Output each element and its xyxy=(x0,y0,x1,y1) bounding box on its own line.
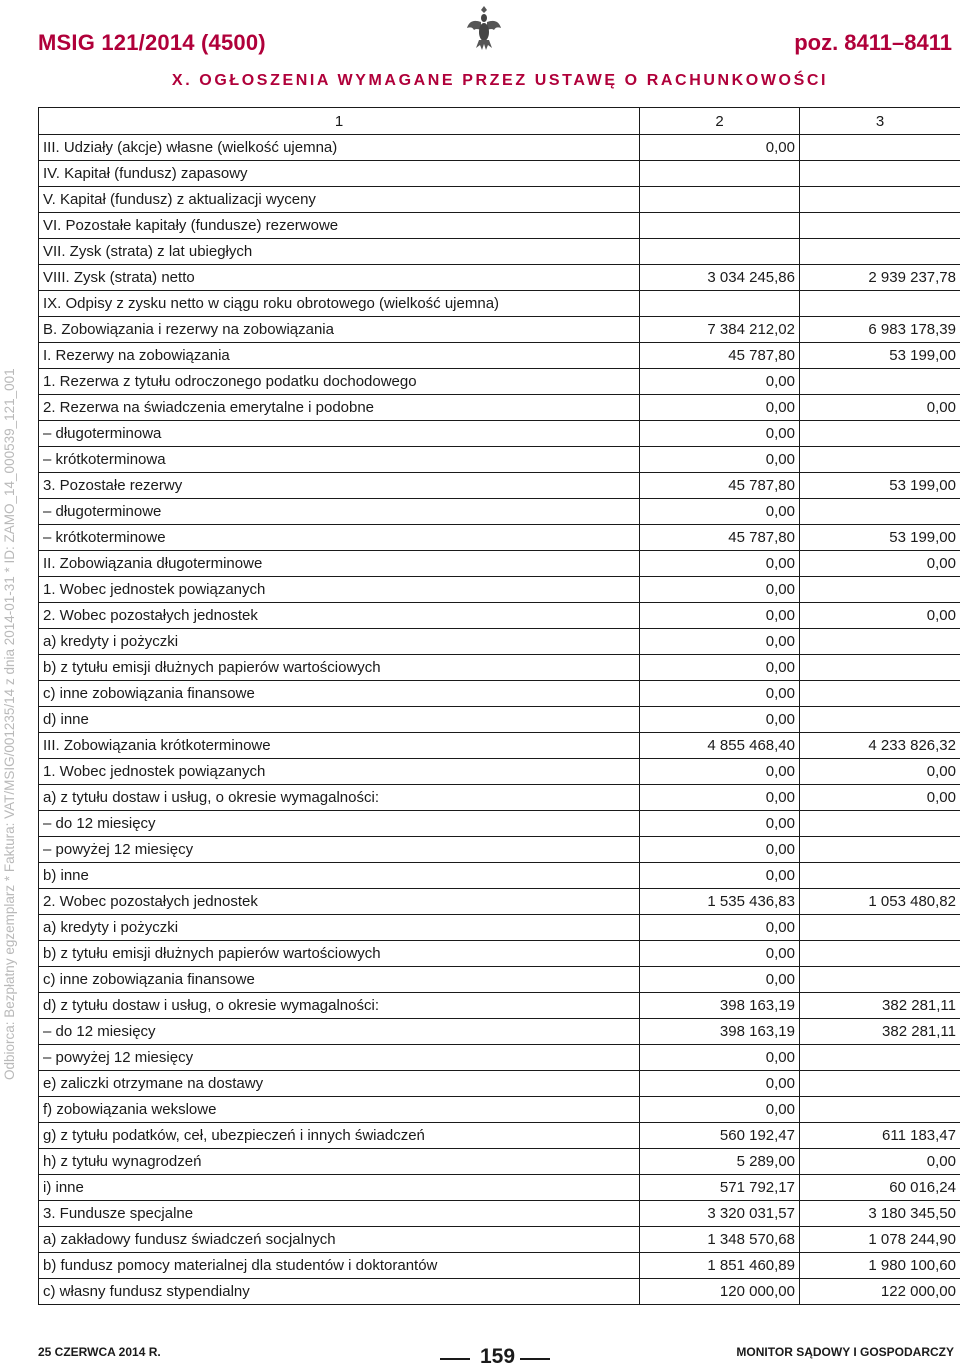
table-row xyxy=(39,863,960,889)
row-value-col2: 560 192,47 xyxy=(640,1123,800,1149)
row-label: 2. Wobec pozostałych jednostek xyxy=(39,889,640,915)
row-value-col3 xyxy=(800,1071,960,1097)
row-value-col2: 45 787,80 xyxy=(640,525,800,551)
footer-dash-left xyxy=(440,1358,470,1360)
row-value-col3 xyxy=(800,499,960,525)
row-value-col2: 45 787,80 xyxy=(640,473,800,499)
table-row xyxy=(39,421,960,447)
row-value-col2: 5 289,00 xyxy=(640,1149,800,1175)
row-value-col2: 0,00 xyxy=(640,421,800,447)
row-value-col3 xyxy=(800,421,960,447)
row-label: b) z tytułu emisji dłużnych papierów wartościowych xyxy=(39,941,640,967)
row-value-col2 xyxy=(640,187,800,213)
row-value-col2 xyxy=(640,239,800,265)
table-row xyxy=(39,551,960,577)
row-label: a) z tytułu dostaw i usług, o okresie wymagalności: xyxy=(39,785,640,811)
footer-dash-right xyxy=(520,1358,550,1360)
row-value-col3: 0,00 xyxy=(800,1149,960,1175)
row-value-col2: 7 384 212,02 xyxy=(640,317,800,343)
table-row xyxy=(39,941,960,967)
row-value-col2: 0,00 xyxy=(640,915,800,941)
row-label: d) inne xyxy=(39,707,640,733)
column-header-1: 1 xyxy=(39,108,640,135)
publication-name: MONITOR SĄDOWY I GOSPODARCZY xyxy=(736,1345,954,1359)
row-value-col2: 0,00 xyxy=(640,369,800,395)
row-value-col3 xyxy=(800,681,960,707)
row-value-col3: 122 000,00 xyxy=(800,1279,960,1305)
row-label: III. Udziały (akcje) własne (wielkość ujemna) xyxy=(39,135,640,161)
row-value-col2: 0,00 xyxy=(640,837,800,863)
row-label: – do 12 miesięcy xyxy=(39,1019,640,1045)
row-value-col3: 382 281,11 xyxy=(800,1019,960,1045)
table-row xyxy=(39,1279,960,1305)
row-value-col2: 45 787,80 xyxy=(640,343,800,369)
table-row xyxy=(39,1045,960,1071)
table-row xyxy=(39,135,960,161)
row-label: II. Zobowiązania długoterminowe xyxy=(39,551,640,577)
row-label: – krótkoterminowa xyxy=(39,447,640,473)
table-row xyxy=(39,1227,960,1253)
table-row xyxy=(39,317,960,343)
row-label: f) zobowiązania wekslowe xyxy=(39,1097,640,1123)
row-value-col2: 0,00 xyxy=(640,1045,800,1071)
row-label: c) inne zobowiązania finansowe xyxy=(39,967,640,993)
row-value-col2: 0,00 xyxy=(640,1071,800,1097)
row-label: III. Zobowiązania krótkoterminowe xyxy=(39,733,640,759)
row-label: 2. Rezerwa na świadczenia emerytalne i podobne xyxy=(39,395,640,421)
row-value-col2: 0,00 xyxy=(640,447,800,473)
row-label: 1. Wobec jednostek powiązanych xyxy=(39,759,640,785)
row-value-col2: 0,00 xyxy=(640,941,800,967)
table-row xyxy=(39,1071,960,1097)
position-number: poz. 8411–8411 xyxy=(794,30,952,56)
row-value-col2: 0,00 xyxy=(640,811,800,837)
balance-table xyxy=(38,107,960,1305)
row-label: VI. Pozostałe kapitały (fundusze) rezerwowe xyxy=(39,213,640,239)
table-row xyxy=(39,655,960,681)
table-row xyxy=(39,603,960,629)
row-value-col3 xyxy=(800,213,960,239)
row-value-col2: 3 034 245,86 xyxy=(640,265,800,291)
table-row xyxy=(39,265,960,291)
table-row xyxy=(39,291,960,317)
table-row xyxy=(39,161,960,187)
row-label: VIII. Zysk (strata) netto xyxy=(39,265,640,291)
section-title: X. OGŁOSZENIA WYMAGANE PRZEZ USTAWĘ O RACHUNKOWOŚCI xyxy=(0,72,960,90)
eagle-emblem-icon xyxy=(466,4,502,52)
row-label: – powyżej 12 miesięcy xyxy=(39,1045,640,1071)
row-label: e) zaliczki otrzymane na dostawy xyxy=(39,1071,640,1097)
table-row xyxy=(39,707,960,733)
row-value-col3: 0,00 xyxy=(800,603,960,629)
row-value-col3: 0,00 xyxy=(800,551,960,577)
row-value-col3 xyxy=(800,863,960,889)
column-header-3: 3 xyxy=(800,108,960,135)
row-value-col2: 1 535 436,83 xyxy=(640,889,800,915)
row-value-col2: 0,00 xyxy=(640,551,800,577)
row-value-col2: 0,00 xyxy=(640,603,800,629)
row-value-col3: 3 180 345,50 xyxy=(800,1201,960,1227)
row-value-col2 xyxy=(640,161,800,187)
table-row xyxy=(39,395,960,421)
row-value-col3 xyxy=(800,1097,960,1123)
row-label: a) zakładowy fundusz świadczeń socjalnych xyxy=(39,1227,640,1253)
row-label: VII. Zysk (strata) z lat ubiegłych xyxy=(39,239,640,265)
row-label: c) inne zobowiązania finansowe xyxy=(39,681,640,707)
row-label: V. Kapitał (fundusz) z aktualizacji wyceny xyxy=(39,187,640,213)
row-value-col3: 2 939 237,78 xyxy=(800,265,960,291)
row-value-col3: 6 983 178,39 xyxy=(800,317,960,343)
row-value-col3: 0,00 xyxy=(800,759,960,785)
table-row xyxy=(39,1175,960,1201)
row-value-col2 xyxy=(640,291,800,317)
table-row xyxy=(39,1201,960,1227)
row-label: 3. Pozostałe rezerwy xyxy=(39,473,640,499)
row-label: B. Zobowiązania i rezerwy na zobowiązania xyxy=(39,317,640,343)
row-value-col2: 0,00 xyxy=(640,577,800,603)
row-value-col3 xyxy=(800,1045,960,1071)
row-value-col2 xyxy=(640,213,800,239)
row-label: 1. Rezerwa z tytułu odroczonego podatku dochodowego xyxy=(39,369,640,395)
row-value-col2: 0,00 xyxy=(640,681,800,707)
row-label: d) z tytułu dostaw i usług, o okresie wymagalności: xyxy=(39,993,640,1019)
table-row xyxy=(39,967,960,993)
row-value-col2: 1 348 570,68 xyxy=(640,1227,800,1253)
table-row xyxy=(39,629,960,655)
row-value-col3 xyxy=(800,577,960,603)
row-label: g) z tytułu podatków, ceł, ubezpieczeń i innych świadczeń xyxy=(39,1123,640,1149)
row-value-col2: 398 163,19 xyxy=(640,993,800,1019)
row-value-col2: 0,00 xyxy=(640,863,800,889)
table-row xyxy=(39,239,960,265)
row-value-col3 xyxy=(800,629,960,655)
table-row xyxy=(39,1123,960,1149)
table-row xyxy=(39,499,960,525)
row-value-col3: 0,00 xyxy=(800,785,960,811)
row-value-col3: 4 233 826,32 xyxy=(800,733,960,759)
row-value-col2: 571 792,17 xyxy=(640,1175,800,1201)
table-header-row xyxy=(39,108,960,135)
balance-table-wrap xyxy=(38,107,957,1305)
table-row xyxy=(39,785,960,811)
row-value-col3 xyxy=(800,811,960,837)
row-value-col3: 382 281,11 xyxy=(800,993,960,1019)
table-row xyxy=(39,759,960,785)
table-row xyxy=(39,681,960,707)
row-value-col3 xyxy=(800,837,960,863)
row-value-col3 xyxy=(800,707,960,733)
side-watermark-text: Odbiorca: Bezpłatny egzemplarz * Faktura: VAT/MSIG/001235/14 z dnia 2014-01-31 * ID: ZAMO_14_000539_121_001 xyxy=(2,80,17,1080)
table-row xyxy=(39,837,960,863)
table-row xyxy=(39,915,960,941)
row-value-col2: 0,00 xyxy=(640,967,800,993)
row-value-col3 xyxy=(800,655,960,681)
row-label: I. Rezerwy na zobowiązania xyxy=(39,343,640,369)
issue-number: MSIG 121/2014 (4500) xyxy=(38,30,266,56)
row-value-col2: 0,00 xyxy=(640,395,800,421)
table-row xyxy=(39,525,960,551)
table-row xyxy=(39,1253,960,1279)
row-value-col3 xyxy=(800,161,960,187)
row-value-col2: 0,00 xyxy=(640,499,800,525)
row-value-col2: 0,00 xyxy=(640,629,800,655)
row-value-col3: 53 199,00 xyxy=(800,343,960,369)
row-label: b) z tytułu emisji dłużnych papierów wartościowych xyxy=(39,655,640,681)
row-value-col3: 1 980 100,60 xyxy=(800,1253,960,1279)
row-value-col2: 0,00 xyxy=(640,135,800,161)
table-row xyxy=(39,213,960,239)
table-row xyxy=(39,343,960,369)
row-value-col3 xyxy=(800,941,960,967)
row-label: – długoterminowe xyxy=(39,499,640,525)
row-value-col3: 53 199,00 xyxy=(800,525,960,551)
table-row xyxy=(39,1149,960,1175)
row-value-col3 xyxy=(800,369,960,395)
row-value-col2: 0,00 xyxy=(640,1097,800,1123)
table-row xyxy=(39,577,960,603)
row-label: – do 12 miesięcy xyxy=(39,811,640,837)
footer-date: 25 CZERWCA 2014 R. xyxy=(38,1345,161,1359)
row-value-col2: 0,00 xyxy=(640,785,800,811)
column-header-2: 2 xyxy=(640,108,800,135)
row-value-col3 xyxy=(800,239,960,265)
table-row xyxy=(39,473,960,499)
table-row xyxy=(39,447,960,473)
row-label: IV. Kapitał (fundusz) zapasowy xyxy=(39,161,640,187)
table-row xyxy=(39,993,960,1019)
row-value-col3 xyxy=(800,915,960,941)
page-number: 159 xyxy=(480,1345,515,1369)
row-value-col2: 0,00 xyxy=(640,707,800,733)
table-row xyxy=(39,1019,960,1045)
row-value-col3 xyxy=(800,291,960,317)
row-value-col2: 3 320 031,57 xyxy=(640,1201,800,1227)
row-label: – powyżej 12 miesięcy xyxy=(39,837,640,863)
row-value-col3: 0,00 xyxy=(800,395,960,421)
row-value-col3: 611 183,47 xyxy=(800,1123,960,1149)
row-label: IX. Odpisy z zysku netto w ciągu roku obrotowego (wielkość ujemna) xyxy=(39,291,640,317)
table-row xyxy=(39,187,960,213)
row-label: – długoterminowa xyxy=(39,421,640,447)
row-value-col2: 0,00 xyxy=(640,655,800,681)
row-value-col3: 1 078 244,90 xyxy=(800,1227,960,1253)
row-value-col3 xyxy=(800,135,960,161)
row-value-col3 xyxy=(800,967,960,993)
row-value-col3: 53 199,00 xyxy=(800,473,960,499)
row-value-col2: 398 163,19 xyxy=(640,1019,800,1045)
row-value-col2: 4 855 468,40 xyxy=(640,733,800,759)
row-label: 3. Fundusze specjalne xyxy=(39,1201,640,1227)
row-label: b) fundusz pomocy materialnej dla studentów i doktorantów xyxy=(39,1253,640,1279)
table-row xyxy=(39,811,960,837)
row-value-col2: 1 851 460,89 xyxy=(640,1253,800,1279)
row-label: a) kredyty i pożyczki xyxy=(39,629,640,655)
row-value-col2: 120 000,00 xyxy=(640,1279,800,1305)
table-row xyxy=(39,369,960,395)
row-label: c) własny fundusz stypendialny xyxy=(39,1279,640,1305)
table-row xyxy=(39,1097,960,1123)
row-value-col2: 0,00 xyxy=(640,759,800,785)
row-value-col3 xyxy=(800,187,960,213)
row-value-col3: 1 053 480,82 xyxy=(800,889,960,915)
row-label: i) inne xyxy=(39,1175,640,1201)
row-label: h) z tytułu wynagrodzeń xyxy=(39,1149,640,1175)
row-label: b) inne xyxy=(39,863,640,889)
row-label: a) kredyty i pożyczki xyxy=(39,915,640,941)
table-row xyxy=(39,733,960,759)
row-value-col3: 60 016,24 xyxy=(800,1175,960,1201)
table-row xyxy=(39,889,960,915)
row-label: 2. Wobec pozostałych jednostek xyxy=(39,603,640,629)
row-value-col3 xyxy=(800,447,960,473)
row-label: – krótkoterminowe xyxy=(39,525,640,551)
row-label: 1. Wobec jednostek powiązanych xyxy=(39,577,640,603)
